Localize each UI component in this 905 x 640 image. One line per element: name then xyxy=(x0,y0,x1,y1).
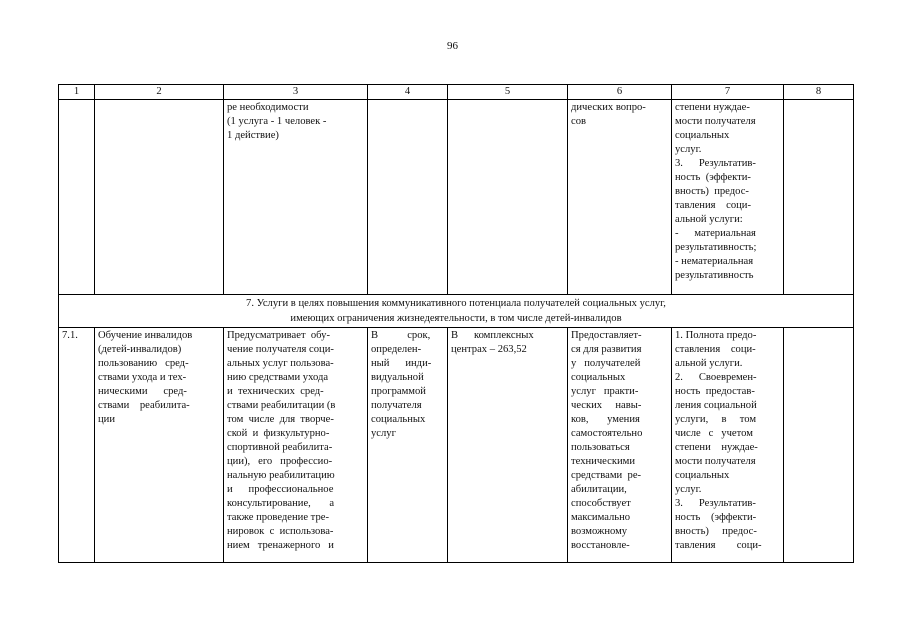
cell-extra xyxy=(784,328,854,563)
cell-tariff xyxy=(448,100,568,295)
text-line: услуг xyxy=(371,428,396,439)
text-line: и профессиональное xyxy=(227,484,334,495)
text-line: программой xyxy=(371,386,426,397)
cell-number xyxy=(59,328,95,563)
text-line: альной услуги: xyxy=(675,214,743,225)
page-number: 96 xyxy=(447,40,458,52)
cell-evaluation xyxy=(672,100,784,295)
text-line: В срок, xyxy=(371,330,431,341)
text-line: Предоставляет- xyxy=(571,330,642,341)
service-row-7-1 xyxy=(59,328,854,563)
text-line: абилитации, xyxy=(571,484,627,495)
section-heading xyxy=(59,295,854,328)
text-line: возможному xyxy=(571,526,628,537)
text-line: 7.1. xyxy=(62,330,78,341)
cell-description xyxy=(224,328,368,563)
text-line: консультирование, а xyxy=(227,498,335,509)
text-line: ской и физкультурно- xyxy=(227,428,330,439)
text-line: ставления соци- xyxy=(675,344,756,355)
text-line: и технических сред- xyxy=(227,386,324,397)
text-line: ции xyxy=(98,414,116,425)
text-line: чение получателя соци- xyxy=(227,344,334,355)
text-line: результативность xyxy=(675,270,754,281)
column-number: 5 xyxy=(448,85,568,100)
text-line: центрах – 263,52 xyxy=(451,344,527,355)
cell-term xyxy=(368,100,448,295)
column-number: 7 xyxy=(672,85,784,100)
text-line: ков, умения xyxy=(571,414,640,425)
text-line: Обучение инвалидов xyxy=(98,330,193,341)
cell-term xyxy=(368,328,448,563)
column-number: 6 xyxy=(568,85,672,100)
services-table xyxy=(58,84,854,563)
text-line: мости получателя xyxy=(675,456,756,467)
text-line: альных услуг пользова- xyxy=(227,358,334,369)
text-line: результативность; xyxy=(675,242,757,253)
text-line: нием тренажерного и xyxy=(227,540,334,551)
text-line: 1 действие) xyxy=(227,130,279,141)
column-number: 4 xyxy=(368,85,448,100)
cell-evaluation xyxy=(672,328,784,563)
text-line: также проведение тре- xyxy=(227,512,329,523)
text-line: техническими xyxy=(571,456,636,467)
text-line: ность предостав- xyxy=(675,386,755,397)
text-line: 2. Своевремен- xyxy=(675,372,757,383)
text-line: ления социальной xyxy=(675,400,757,411)
text-line: нальную реабилитацию xyxy=(227,470,335,481)
text-line: ции), его профессио- xyxy=(227,456,333,467)
text-line: услуг. xyxy=(675,484,702,495)
text-line: у получателей xyxy=(571,358,641,369)
text-line: вность) предос- xyxy=(675,526,757,537)
text-line: Предусматривает обу- xyxy=(227,330,330,341)
text-line: числе с учетом xyxy=(675,428,753,439)
cell-conditions xyxy=(568,328,672,563)
text-line: социальных xyxy=(675,130,730,141)
text-line: максимально xyxy=(571,512,631,523)
text-line: степени нуждае- xyxy=(675,102,750,113)
text-line: ствами реабилита- xyxy=(98,400,190,411)
cell-service-name xyxy=(95,100,224,295)
text-line: социальных xyxy=(675,470,730,481)
text-line: мости получателя xyxy=(675,116,756,127)
column-number: 3 xyxy=(224,85,368,100)
text-line: социальных xyxy=(571,372,626,383)
column-number: 8 xyxy=(784,85,854,100)
text-line: имеющих ограничения жизнедеятельности, в том числе детей-инвалидов xyxy=(290,313,622,324)
text-line: получателя xyxy=(371,400,422,411)
text-line: тавления соци- xyxy=(675,540,762,551)
continued-row xyxy=(59,100,854,295)
cell-description xyxy=(224,100,368,295)
column-number: 2 xyxy=(95,85,224,100)
text-line: (детей-инвалидов) xyxy=(98,344,182,355)
cell-extra xyxy=(784,100,854,295)
text-line: 1. Полнота предо- xyxy=(675,330,757,341)
column-number-row xyxy=(59,85,854,100)
text-line: альной услуги. xyxy=(675,358,743,369)
text-line: тавления соци- xyxy=(675,200,751,211)
text-line: дических вопро- xyxy=(571,102,646,113)
text-line: том числе для творче- xyxy=(227,414,334,425)
text-line: ся для развития xyxy=(571,344,642,355)
text-line: восстановле- xyxy=(571,540,630,551)
text-line: нию средствами ухода xyxy=(227,372,329,383)
text-line: ный инди- xyxy=(371,358,432,369)
cell-service-name xyxy=(95,328,224,563)
text-line: - нематериальная xyxy=(675,256,754,267)
text-line: пользоваться xyxy=(571,442,630,453)
section-heading-row xyxy=(59,295,854,328)
text-line: пользованию сред- xyxy=(98,358,189,369)
text-line: - материальная xyxy=(675,228,756,239)
text-line: В комплексных xyxy=(451,330,534,341)
text-line: ствами ухода и тех- xyxy=(98,372,187,383)
text-line: видуальной xyxy=(371,372,424,383)
text-line: ническими сред- xyxy=(98,386,187,397)
text-line: определен- xyxy=(371,344,422,355)
text-line: услуг. xyxy=(675,144,702,155)
cell-number xyxy=(59,100,95,295)
text-line: 3. Результатив- xyxy=(675,158,756,169)
text-line: социальных xyxy=(371,414,426,425)
text-line: нировок с использова- xyxy=(227,526,334,537)
text-line: 3. Результатив- xyxy=(675,498,756,509)
text-line: сов xyxy=(571,116,587,127)
cell-conditions xyxy=(568,100,672,295)
text-line: услуги, в том xyxy=(675,414,757,425)
column-number: 1 xyxy=(59,85,95,100)
text-line: ность (эффекти- xyxy=(675,512,757,523)
text-line: способствует xyxy=(571,498,631,509)
cell-tariff xyxy=(448,328,568,563)
text-line: вность) предос- xyxy=(675,186,749,197)
text-line: ре необходимости xyxy=(227,102,309,113)
text-line: степени нуждае- xyxy=(675,442,758,453)
text-line: ность (эффекти- xyxy=(675,172,751,183)
text-line: средствами ре- xyxy=(571,470,642,481)
text-line: услуг практи- xyxy=(571,386,639,397)
text-line: ческих навы- xyxy=(571,400,642,411)
text-line: ствами реабилитации (в xyxy=(227,400,336,411)
text-line: самостоятельно xyxy=(571,428,643,439)
text-line: 7. Услуги в целях повышения коммуникативного потенциала получателей социальных услуг, xyxy=(246,298,666,309)
text-line: (1 услуга - 1 человек - xyxy=(227,116,327,127)
text-line: спортивной реабилита- xyxy=(227,442,333,453)
